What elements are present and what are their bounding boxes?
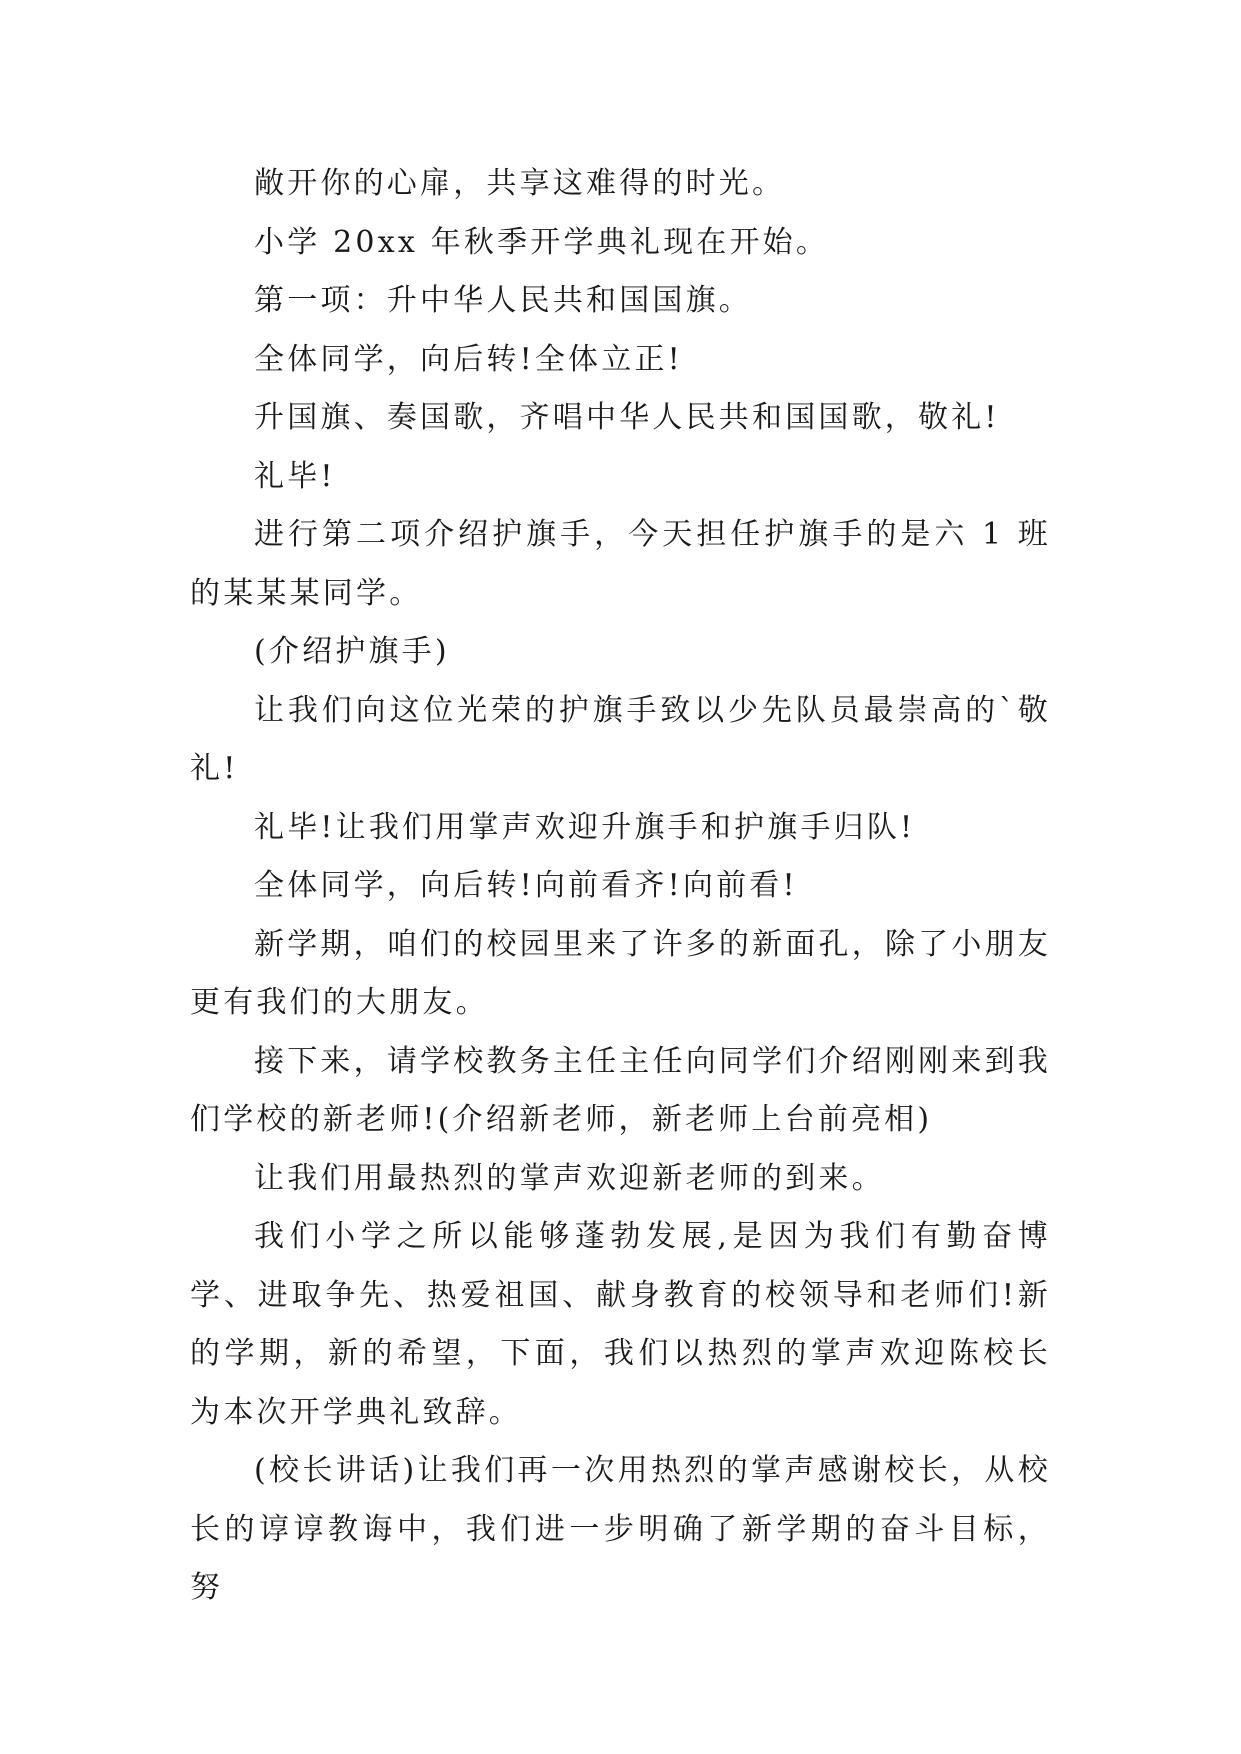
paragraph: 小学 20xx 年秋季开学典礼现在开始。 [254, 224, 830, 260]
paragraph: 新学期，咱们的校园里来了许多的新面孔，除了小朋友更有我们的大朋友。 [190, 926, 1051, 1020]
paragraph: 让我们用最热烈的掌声欢迎新老师的到来。 [254, 1160, 885, 1196]
paragraph: 接下来，请学校教务主任主任向同学们介绍刚刚来到我们学校的新老师!(介绍新老师，新老师上台前亮相) [190, 1043, 1051, 1137]
paragraph: 升国旗、奏国歌，齐唱中华人民共和国国歌，敬礼! [254, 400, 1000, 435]
paragraph: (校长讲话)让我们再一次用热烈的掌声感谢校长，从校长的谆谆教诲中，我们进一步明确了新学期的奋斗目标，努 [190, 1453, 1051, 1605]
paragraph: 全体同学，向后转!全体立正! [254, 341, 683, 377]
paragraph: 让我们向这位光荣的护旗手致以少先队员最崇高的`敬礼! [190, 692, 1051, 786]
paragraph: 全体同学，向后转!向前看齐!向前看! [254, 868, 798, 903]
paragraph: 进行第二项介绍护旗手，今天担任护旗手的是六 1 班的某某某同学。 [190, 517, 1051, 611]
paragraph: 敞开你的心扉，共享这难得的时光。 [254, 166, 786, 201]
paragraph: 我们小学之所以能够蓬勃发展,是因为我们有勤奋博学、进取争先、热爱祖国、献身教育的校领导和老师们!新的学期，新的希望，下面，我们以热烈的掌声欢迎陈校长为本次开学典礼致辞。 [190, 1219, 1051, 1430]
paragraph: 礼毕! [254, 458, 336, 494]
paragraph: 礼毕!让我们用掌声欢迎升旗手和护旗手归队! [254, 809, 916, 845]
paragraph: 第一项：升中华人民共和国国旗。 [254, 283, 752, 318]
paragraph: (介绍护旗手) [254, 634, 450, 669]
